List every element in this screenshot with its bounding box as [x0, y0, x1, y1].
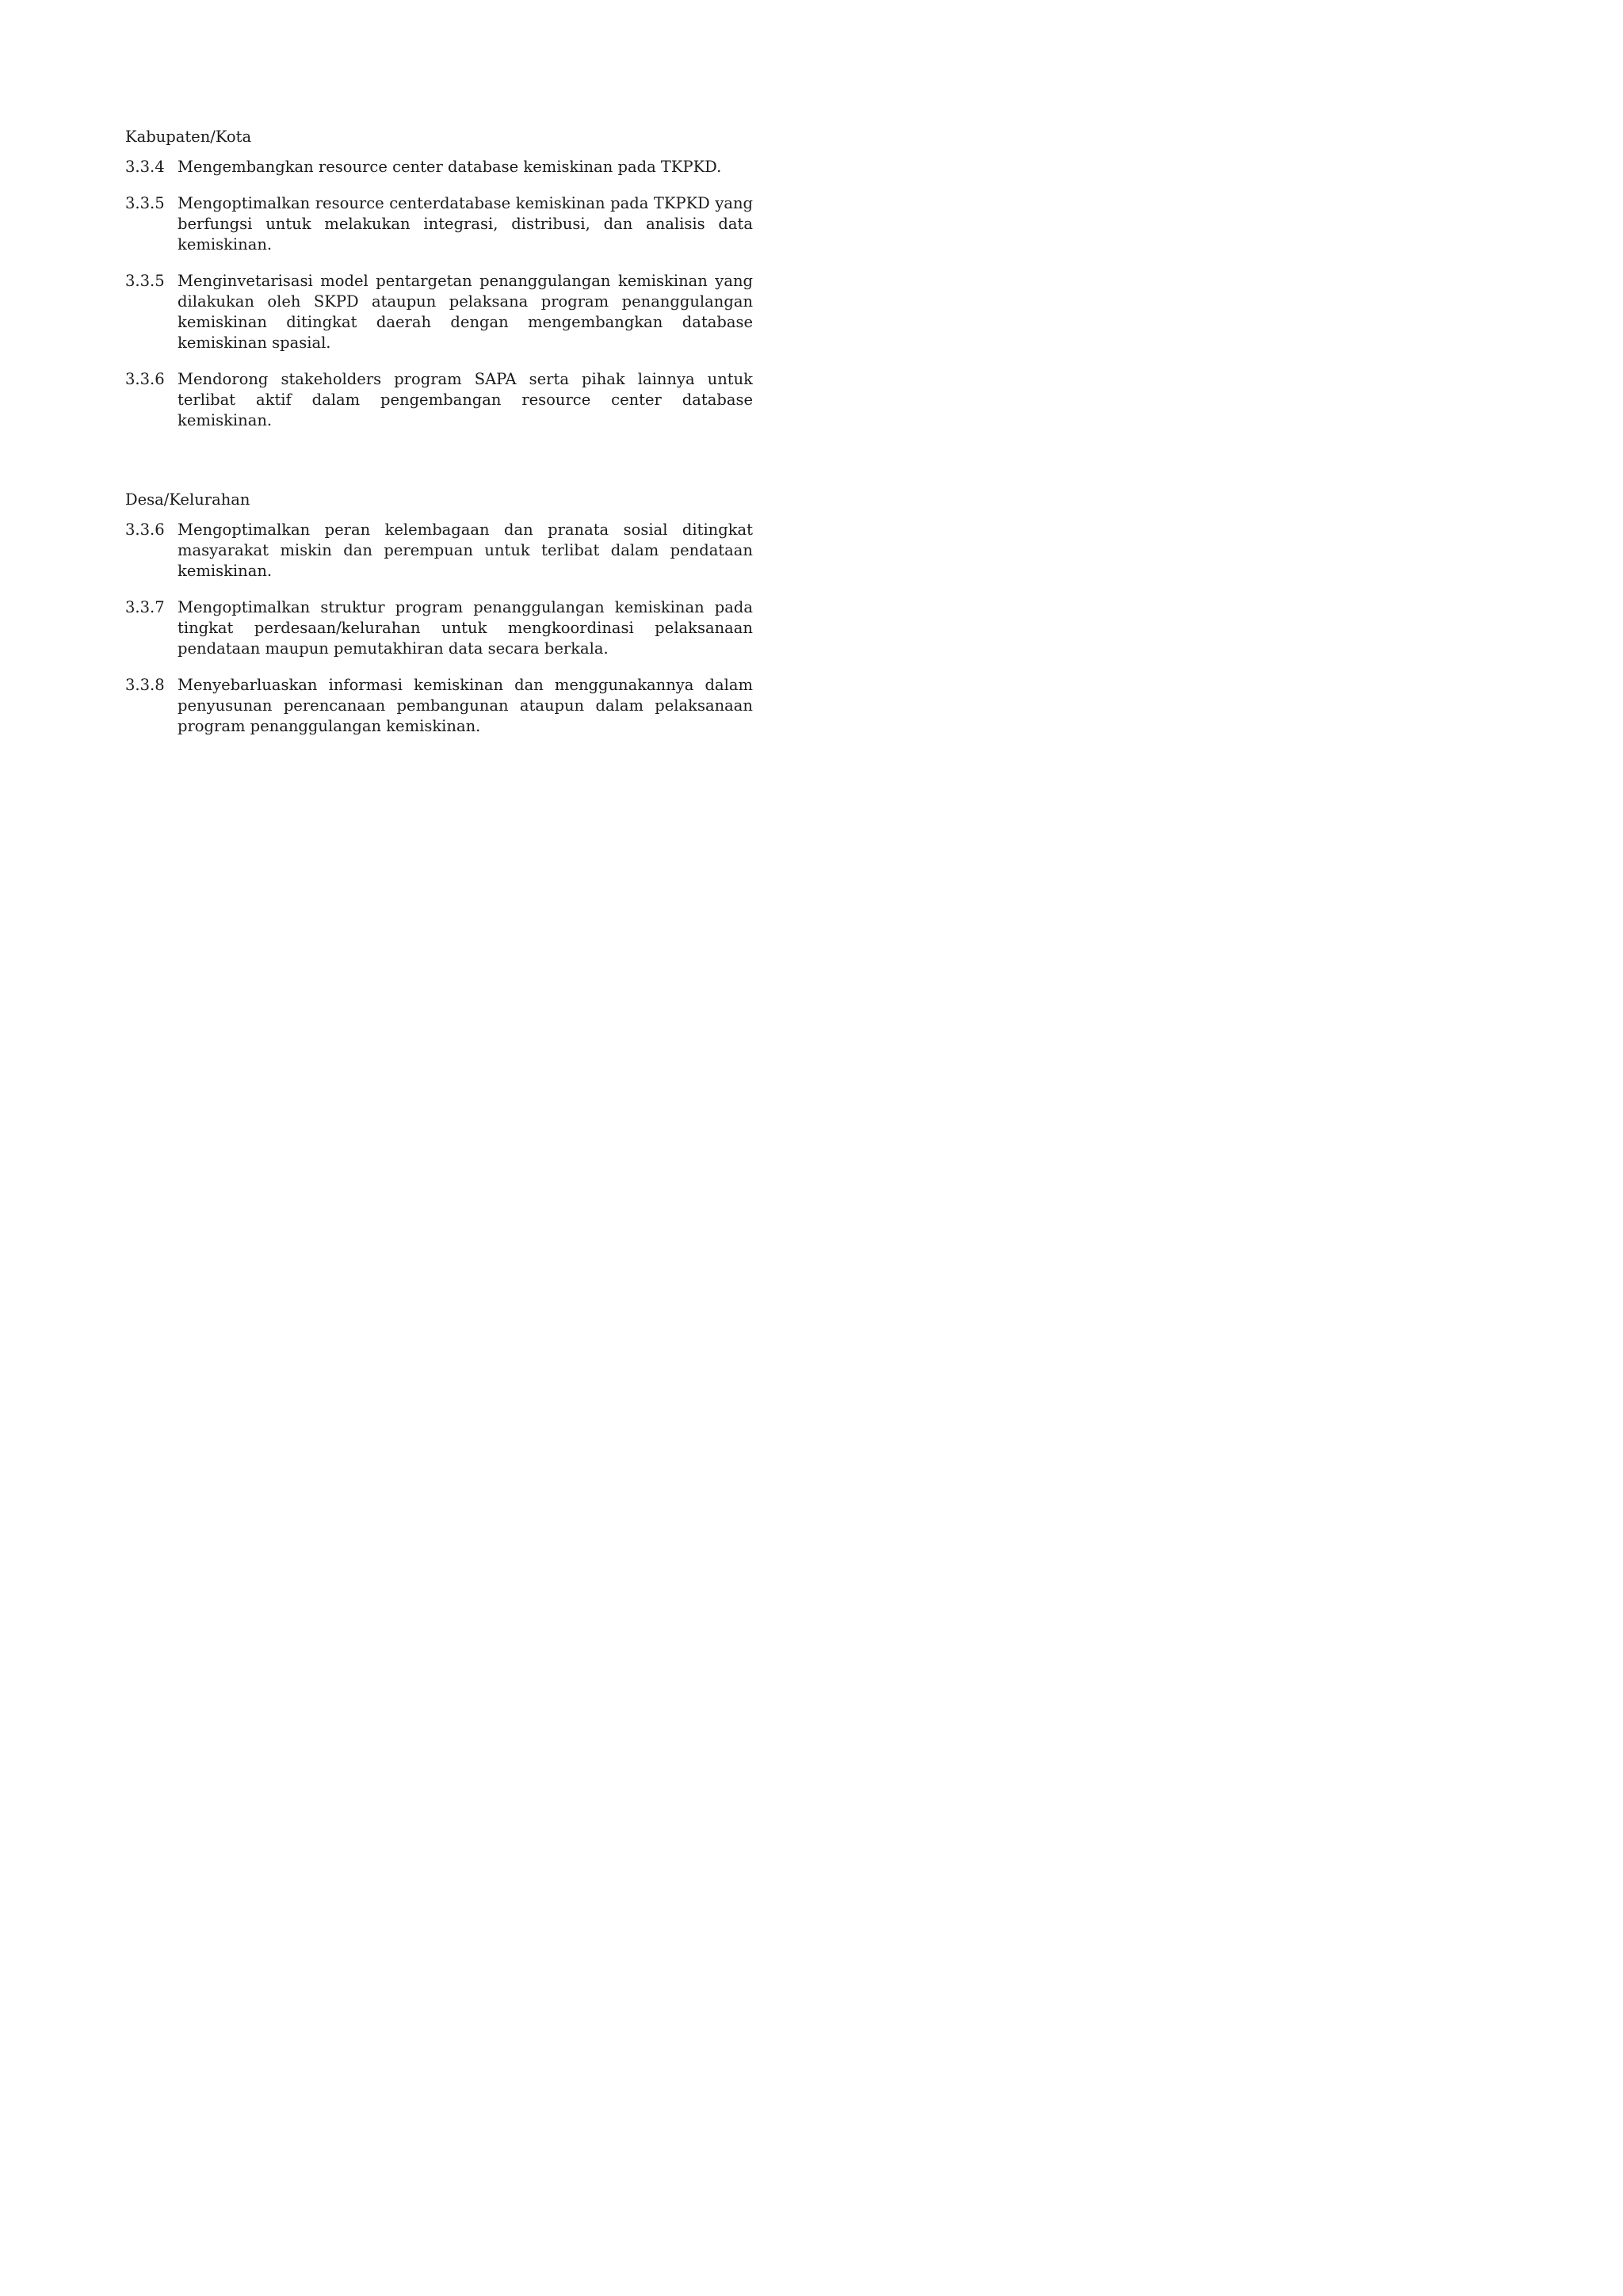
item-text: Mendorong stakeholders program SAPA serta pihak lainnya untuk terlibat aktif dalam pengembangan resource center database kemiskinan.: [178, 370, 753, 429]
document-body: [125, 125, 753, 753]
list-item: [125, 157, 753, 177]
item-text: Menyebarluaskan informasi kemiskinan dan menggunakannya dalam penyusunan perencanaan pembangunan ataupun dalam pelaksanaan program penanggulangan kemiskinan.: [178, 676, 753, 735]
item-number: 3.3.8: [125, 676, 165, 694]
item-number: 3.3.6: [125, 521, 165, 539]
item-text: Mengembangkan resource center database kemiskinan pada TKPKD.: [178, 158, 722, 176]
item-number: 3.3.5: [125, 272, 165, 290]
list-item: [125, 271, 753, 353]
section-desa-kelurahan: [125, 488, 753, 737]
section-spacer: [125, 447, 753, 488]
section-heading: Desa/Kelurahan: [125, 490, 250, 509]
item-number: 3.3.4: [125, 158, 165, 176]
list-item: [125, 193, 753, 255]
list-item: [125, 675, 753, 737]
list-item: [125, 369, 753, 431]
item-text: Mengoptimalkan struktur program penanggulangan kemiskinan pada tingkat perdesaan/kelurahan untuk mengkoordinasi pelaksanaan pendataan maupun pemutakhiran data secara berkala.: [178, 598, 753, 658]
item-text: Mengoptimalkan peran kelembagaan dan pranata sosial ditingkat masyarakat miskin dan perempuan untuk terlibat dalam pendataan kemiskinan.: [178, 521, 753, 580]
list-item: [125, 597, 753, 659]
item-number: 3.3.5: [125, 194, 165, 212]
item-number: 3.3.6: [125, 370, 165, 388]
item-text: Mengoptimalkan resource centerdatabase kemiskinan pada TKPKD yang berfungsi untuk melakukan integrasi, distribusi, dan analisis data kemiskinan.: [178, 194, 753, 254]
item-number: 3.3.7: [125, 598, 165, 616]
section-heading: Kabupaten/Kota: [125, 128, 252, 146]
item-text: Menginvetarisasi model pentargetan penanggulangan kemiskinan yang dilakukan oleh SKPD ataupun pelaksana program penanggulangan kemiskinan ditingkat daerah dengan mengembangkan database kemiskinan spasial.: [178, 272, 753, 352]
section-kabupaten-kota: [125, 125, 753, 431]
document-page: [0, 0, 872, 1233]
list-item: [125, 520, 753, 582]
